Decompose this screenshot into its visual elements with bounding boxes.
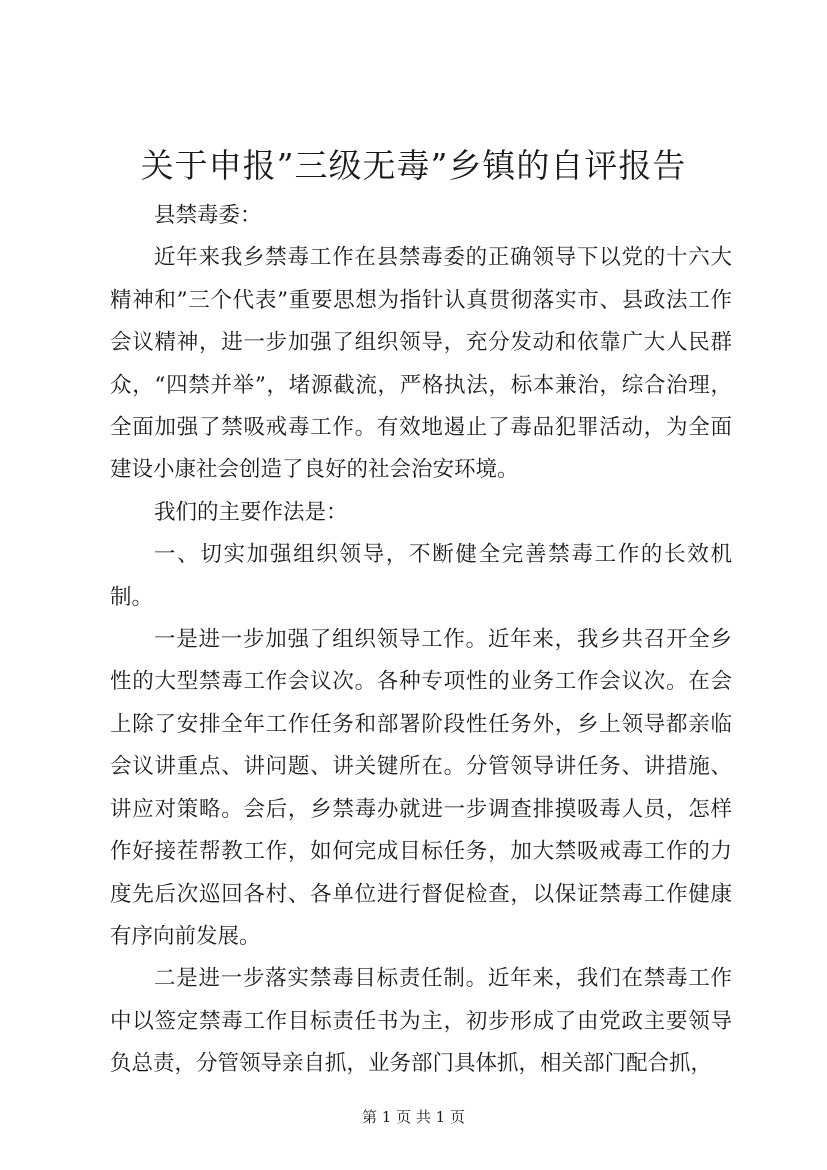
salutation: 县禁毒委： xyxy=(154,203,262,228)
page-footer: 第 1 页 共 1 页 xyxy=(362,1108,465,1126)
paragraph-point-two: 二是进一步落实禁毒目标责任制。近年来，我们在禁毒工作中以签定禁毒工作目标责任书为主，初步形成了由党政主要领导负总责，分管领导亲自抓，业务部门具体抓，相关部门配合抓， xyxy=(110,966,732,1077)
document-body xyxy=(110,195,732,1086)
paragraph-point-one: 一是进一步加强了组织领导工作。近年来，我乡共召开全乡性的大型禁毒工作会议次。各种专项性的业务工作会议次。在会上除了安排全年工作任务和部署阶段性任务外，乡上领导都亲临会议讲重点、讲问题、讲关键所在。分管领导讲任务、讲措施、讲应对策略。会后，乡禁毒办就进一步调查排摸吸毒人员，怎样作好接茬帮教工作，如何完成目标任务，加大禁吸戒毒工作的力度先后次巡回各村、各单位进行督促检查，以保证禁毒工作健康有序向前发展。 xyxy=(110,627,732,949)
paragraph-methods-lead: 我们的主要作法是： xyxy=(154,499,348,525)
paragraph-intro: 近年来我乡禁毒工作在县禁毒委的正确领导下以党的十六大精神和”三个代表”重要思想为指针认真贯彻落实市、县政法工作会议精神，进一步加强了组织领导，充分发动和依靠广大人民群众，“四禁并举”，堵源截流，严格执法，标本兼治，综合治理，全面加强了禁吸戒毒工作。有效地遏止了毒品犯罪活动，为全面建设小康社会创造了良好的社会治安环境。 xyxy=(110,245,732,483)
paragraph-section-heading: 一、切实加强组织领导，不断健全完善禁毒工作的长效机制。 xyxy=(110,542,732,610)
document-title: 关于申报”三级无毒”乡镇的自评报告 xyxy=(140,146,687,185)
